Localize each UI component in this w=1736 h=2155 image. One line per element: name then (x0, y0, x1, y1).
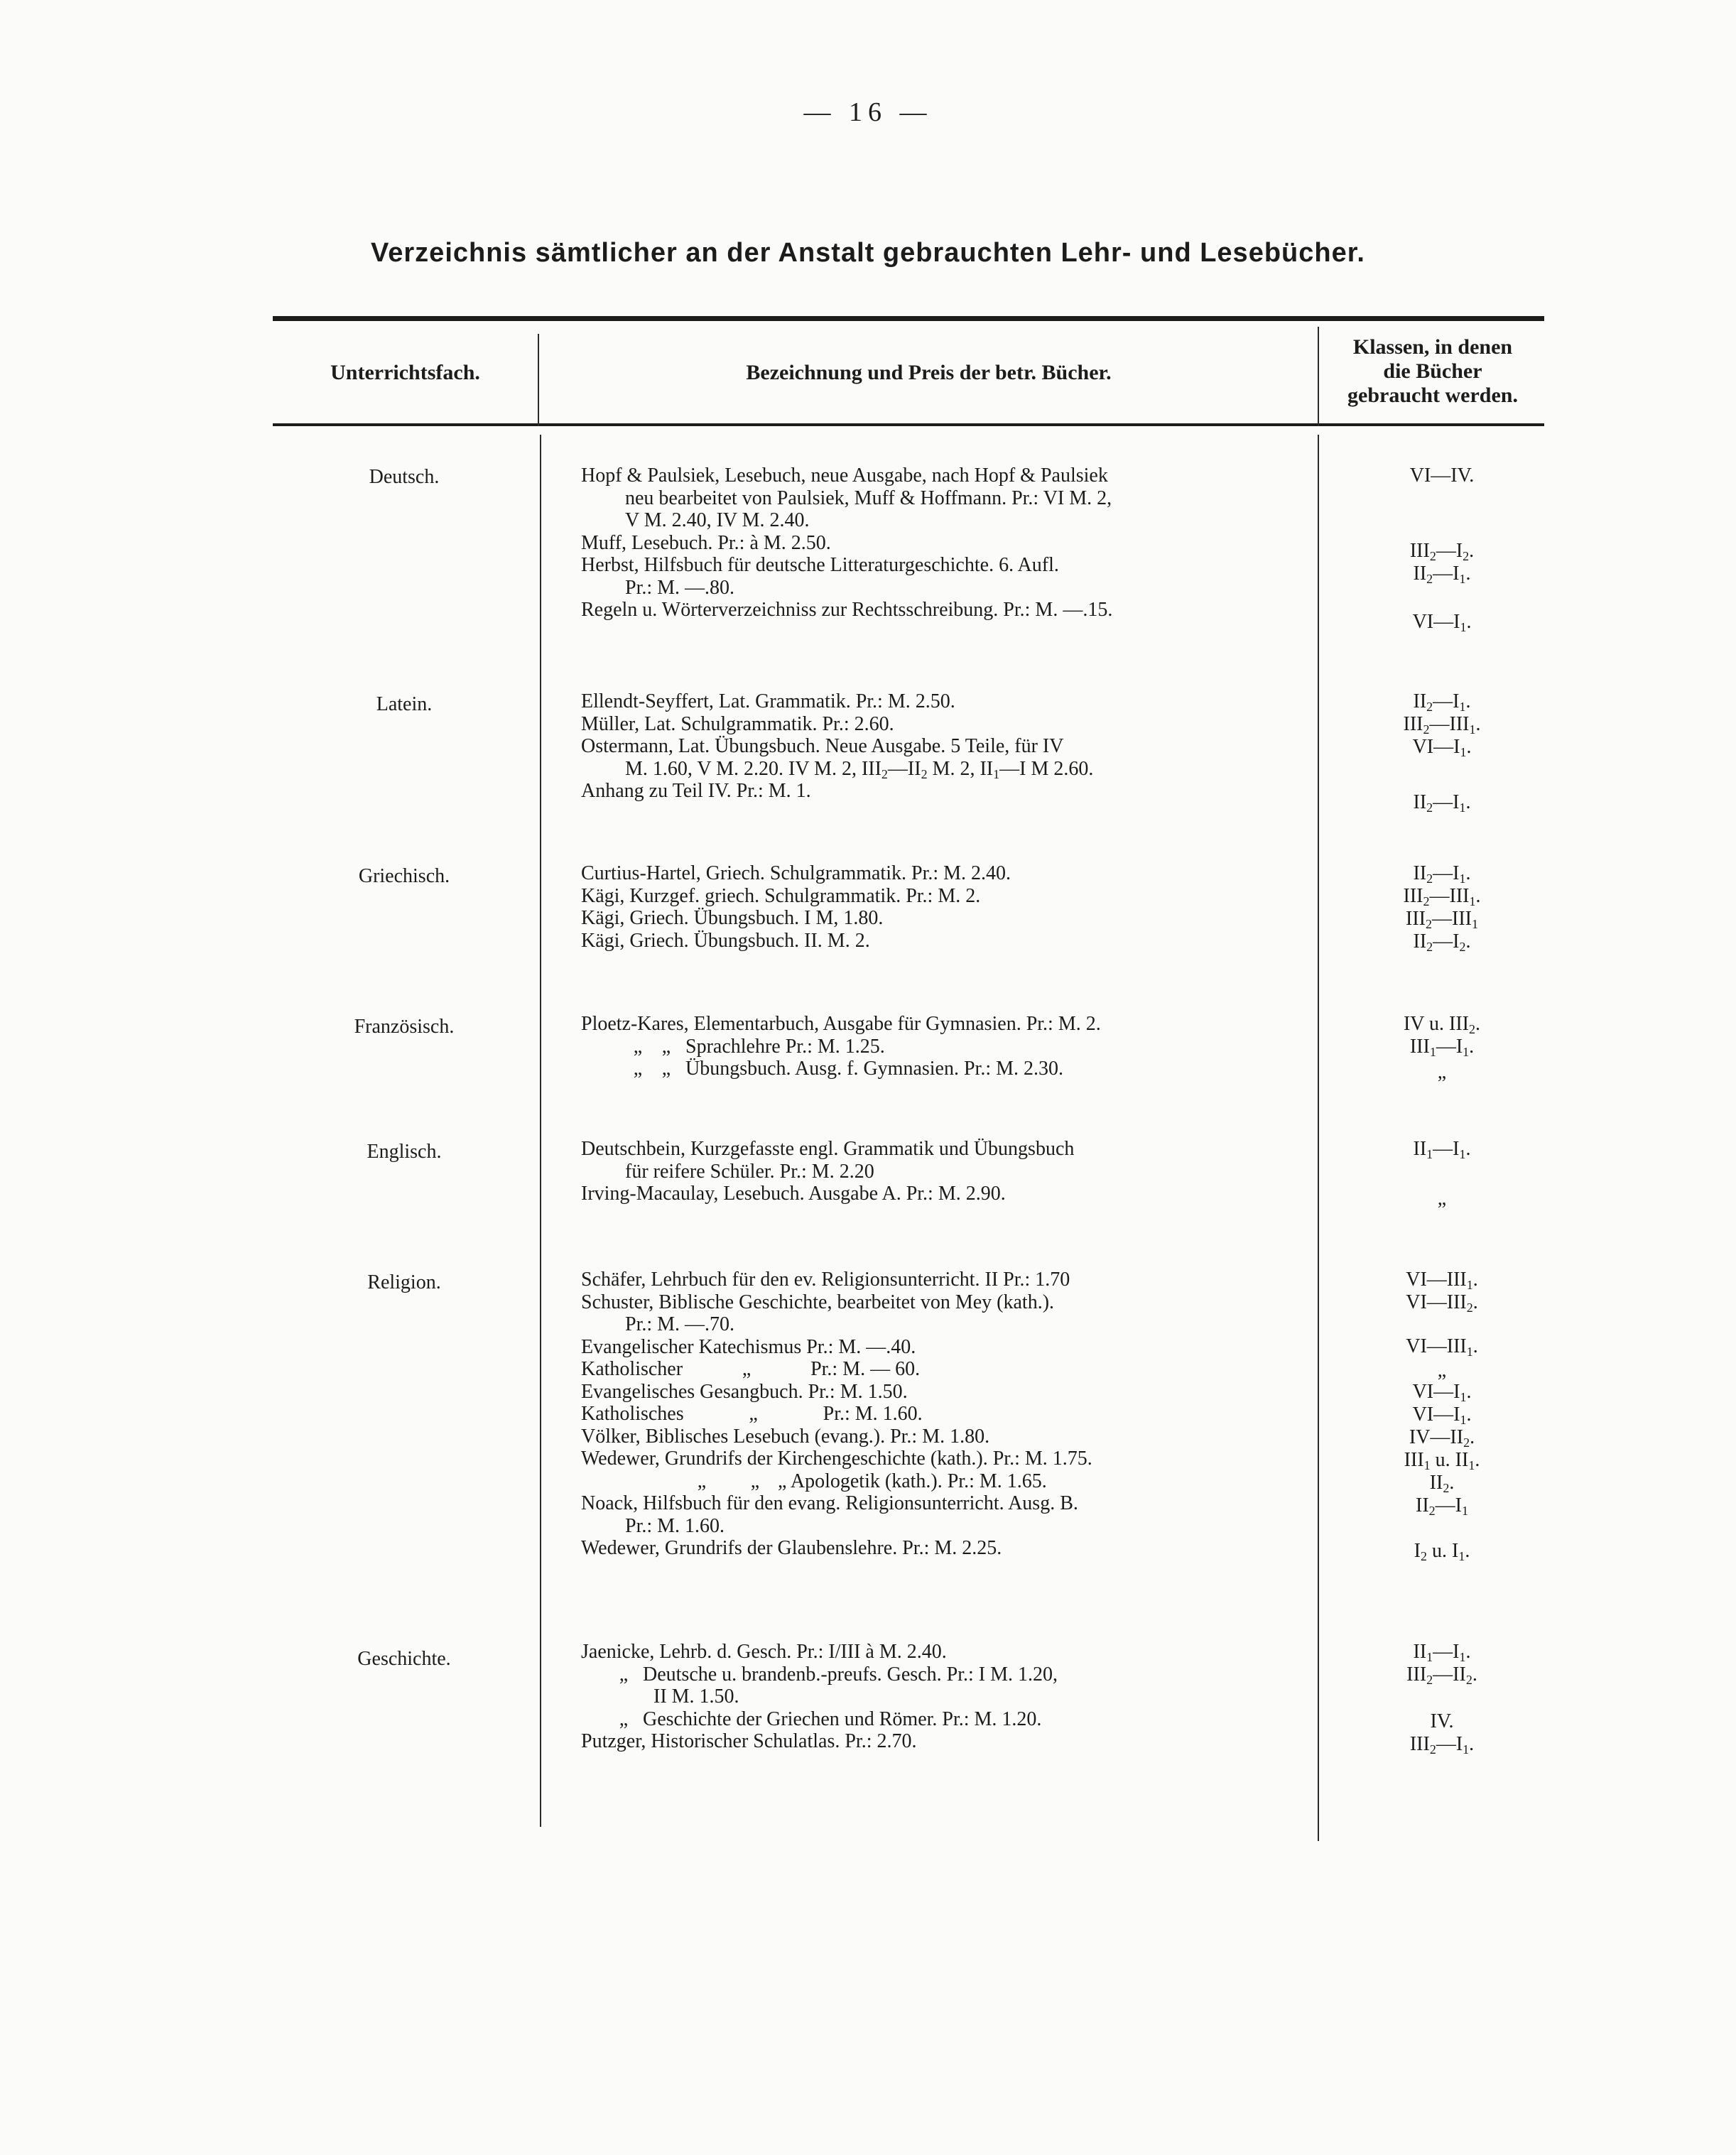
class-range: $VI—I_1$. (1412, 1381, 1472, 1404)
book-line: Kägi, Griech. Übungsbuch. I M, 1.80. (581, 907, 884, 929)
class-range: $VI—III_2$. (1406, 1291, 1478, 1315)
class-range: $III_2—II_2$. (1406, 1663, 1477, 1687)
class-range: $II_2—I_2$. (1413, 930, 1471, 954)
book-line: „ „ „ Apologetik (kath.). Pr.: M. 1.65. (697, 1470, 1047, 1492)
book-line: Schäfer, Lehrbuch für den ev. Religionsunterricht. II Pr.: 1.70 (581, 1269, 1070, 1291)
book-line: „ Deutsche u. brandenb.-preufs. Gesch. Pr.: I M. 1.20, (619, 1663, 1058, 1686)
class-range: $II_2—I_1$. (1413, 690, 1471, 714)
class-range: „ (1437, 1188, 1447, 1210)
class-range: $III_2—III_1$. (1403, 885, 1481, 908)
class-range: $II_2$. (1429, 1472, 1455, 1495)
book-line: Jaenicke, Lehrb. d. Gesch. Pr.: I/III à M. 2.40. (581, 1641, 947, 1663)
class-range: $IV—II_2$. (1409, 1426, 1475, 1450)
book-line: Noack, Hilfsbuch für den evang. Religionsunterricht. Ausg. B. (581, 1492, 1078, 1514)
class-range: IV. (1430, 1710, 1454, 1732)
class-range: $VI—III_1$. (1406, 1335, 1478, 1359)
class-range: VI—IV. (1409, 465, 1475, 487)
header-classes-line: die Bücher (1383, 359, 1482, 383)
books-religion (581, 1269, 1291, 1560)
book-line-cont: für reifere Schüler. Pr.: M. 2.20 (625, 1160, 874, 1183)
book-line: Irving-Macaulay, Lesebuch. Ausgabe A. Pr.: M. 2.90. (581, 1183, 1006, 1205)
books-geschichte (581, 1641, 1291, 1753)
class-range: $III_2—I_2$. (1409, 540, 1475, 563)
book-line-cont: II M. 1.50. (653, 1686, 739, 1708)
header-books: Bezeichnung und Preis der betr. Bücher. (746, 361, 1112, 384)
column-divider-right-body (1318, 435, 1319, 1841)
subject-deutsch: Deutsch. (369, 466, 440, 488)
book-line: Ellendt-Seyffert, Lat. Grammatik. Pr.: M. 2.50. (581, 690, 955, 712)
book-line: Herbst, Hilfsbuch für deutsche Litteraturgeschichte. 6. Aufl. (581, 554, 1059, 576)
book-line-cont: neu bearbeitet von Paulsiek, Muff & Hoffmann. Pr.: VI M. 2, (625, 487, 1112, 509)
class-range: $III_2—I_1$. (1409, 1733, 1475, 1757)
book-line: „ „ Übungsbuch. Ausg. f. Gymnasien. Pr.: M. 2.30. (633, 1058, 1063, 1080)
header-subject: Unterrichtsfach. (330, 361, 480, 384)
book-line: Deutschbein, Kurzgefasste engl. Grammatik und Übungsbuch (581, 1138, 1075, 1160)
book-line: Kägi, Kurzgef. griech. Schulgrammatik. Pr.: M. 2. (581, 884, 981, 907)
book-line: Evangelisches Gesangbuch. Pr.: M. 1.50. (581, 1380, 908, 1403)
subject-englisch: Englisch. (367, 1141, 442, 1163)
book-line: Katholisches „ Pr.: M. 1.60. (581, 1403, 923, 1425)
book-line: Evangelischer Katechismus Pr.: M. —.40. (581, 1335, 916, 1358)
subject-religion: Religion. (367, 1271, 441, 1293)
header-classes-line: Klassen, in denen (1352, 335, 1513, 359)
book-line-cont: Pr.: M. 1.60. (625, 1514, 725, 1537)
book-line: Regeln u. Wörterverzeichniss zur Rechtsschreibung. Pr.: M. —.15. (581, 599, 1113, 621)
book-line: „ Geschichte der Griechen und Römer. Pr.: M. 1.20. (619, 1708, 1042, 1730)
class-range: $II_2—I_1$. (1413, 862, 1471, 886)
class-range: $VI—I_1$. (1412, 736, 1472, 759)
books-englisch (581, 1138, 1291, 1205)
class-range: IV u. $III_2$. (1403, 1013, 1480, 1036)
book-line: Putzger, Historischer Schulatlas. Pr.: 2.70. (581, 1730, 917, 1752)
class-range: $II_2—I_1$. (1413, 563, 1471, 586)
book-line: Katholischer „ Pr.: M. — 60. (581, 1358, 921, 1380)
class-range: $I_2$ u. $I_1$. (1414, 1540, 1470, 1563)
book-line: Ploetz-Kares, Elementarbuch, Ausgabe für Gymnasien. Pr.: M. 2. (581, 1013, 1101, 1035)
book-line-cont: V M. 2.40, IV M. 2.40. (625, 509, 810, 531)
class-range: „ (1437, 1359, 1447, 1382)
book-line: Muff, Lesebuch. Pr.: à M. 2.50. (581, 531, 831, 554)
book-line: Schuster, Biblische Geschichte, bearbeitet von Mey (kath.). (581, 1291, 1055, 1313)
class-range: $II_2—I_1$. (1413, 791, 1471, 815)
book-line-cont: M. 1.60, V M. 2.20. IV M. 2, $III_2—II_2$ M. 2, $II_1—I$ M 2.60. (625, 757, 1094, 781)
book-line: Hopf & Paulsiek, Lesebuch, neue Ausgabe, nach Hopf & Paulsiek (581, 465, 1108, 487)
page-number: — 16 — (803, 97, 933, 127)
header-classes (1319, 335, 1546, 408)
page-title: Verzeichnis sämtlicher an der Anstalt gebrauchten Lehr- und Lesebücher. (371, 238, 1365, 268)
class-range: $III_1$ u. $II_1$. (1404, 1449, 1480, 1472)
book-line: Wedewer, Grundrifs der Kirchengeschichte (kath.). Pr.: M. 1.75. (581, 1448, 1092, 1470)
subject-geschichte: Geschichte. (357, 1648, 451, 1670)
class-range: $III_2—III_1$. (1403, 713, 1481, 737)
subject-franzoesisch: Französisch. (354, 1016, 455, 1038)
book-line-cont: Pr.: M. —.70. (625, 1313, 735, 1335)
subject-griechisch: Griechisch. (358, 865, 450, 887)
class-range: $II_1—I_1$. (1413, 1138, 1471, 1161)
books-griechisch (581, 862, 1291, 952)
book-line: Wedewer, Grundrifs der Glaubenslehre. Pr.: M. 2.25. (581, 1537, 1002, 1559)
book-line: Völker, Biblisches Lesebuch (evang.). Pr.: M. 1.80. (581, 1425, 990, 1448)
class-range: $III_2—III_1$ (1406, 908, 1478, 931)
class-range: $VI—I_1$. (1412, 611, 1472, 634)
column-divider-left-body (540, 435, 541, 1827)
book-line: Kägi, Griech. Übungsbuch. II. M. 2. (581, 929, 870, 952)
book-line: Ostermann, Lat. Übungsbuch. Neue Ausgabe. 5 Teile, für IV (581, 735, 1064, 757)
column-divider-left (538, 334, 539, 426)
class-range: „ (1437, 1061, 1447, 1083)
class-range: $II_1—I_1$. (1413, 1641, 1471, 1664)
class-range: $VI—I_1$. (1412, 1404, 1472, 1427)
header-classes-line: gebraucht werden. (1347, 384, 1518, 407)
table-top-rule (273, 316, 1544, 321)
class-range: $VI—III_1$. (1406, 1269, 1478, 1292)
book-line: Müller, Lat. Schulgrammatik. Pr.: 2.60. (581, 712, 894, 735)
subject-latein: Latein. (376, 693, 433, 715)
books-latein (581, 690, 1291, 803)
table-header-rule (273, 423, 1544, 426)
book-line: „ „ Sprachlehre Pr.: M. 1.25. (633, 1035, 885, 1058)
class-range: $II_2—I_1$ (1416, 1494, 1468, 1518)
book-line: Anhang zu Teil IV. Pr.: M. 1. (581, 780, 811, 802)
book-line: Curtius-Hartel, Griech. Schulgrammatik. Pr.: M. 2.40. (581, 862, 1011, 884)
class-range: $III_1—I_1$. (1409, 1036, 1475, 1059)
books-franzoesisch (581, 1013, 1291, 1080)
book-line-cont: Pr.: M. —.80. (625, 576, 735, 599)
books-deutsch (581, 465, 1291, 621)
